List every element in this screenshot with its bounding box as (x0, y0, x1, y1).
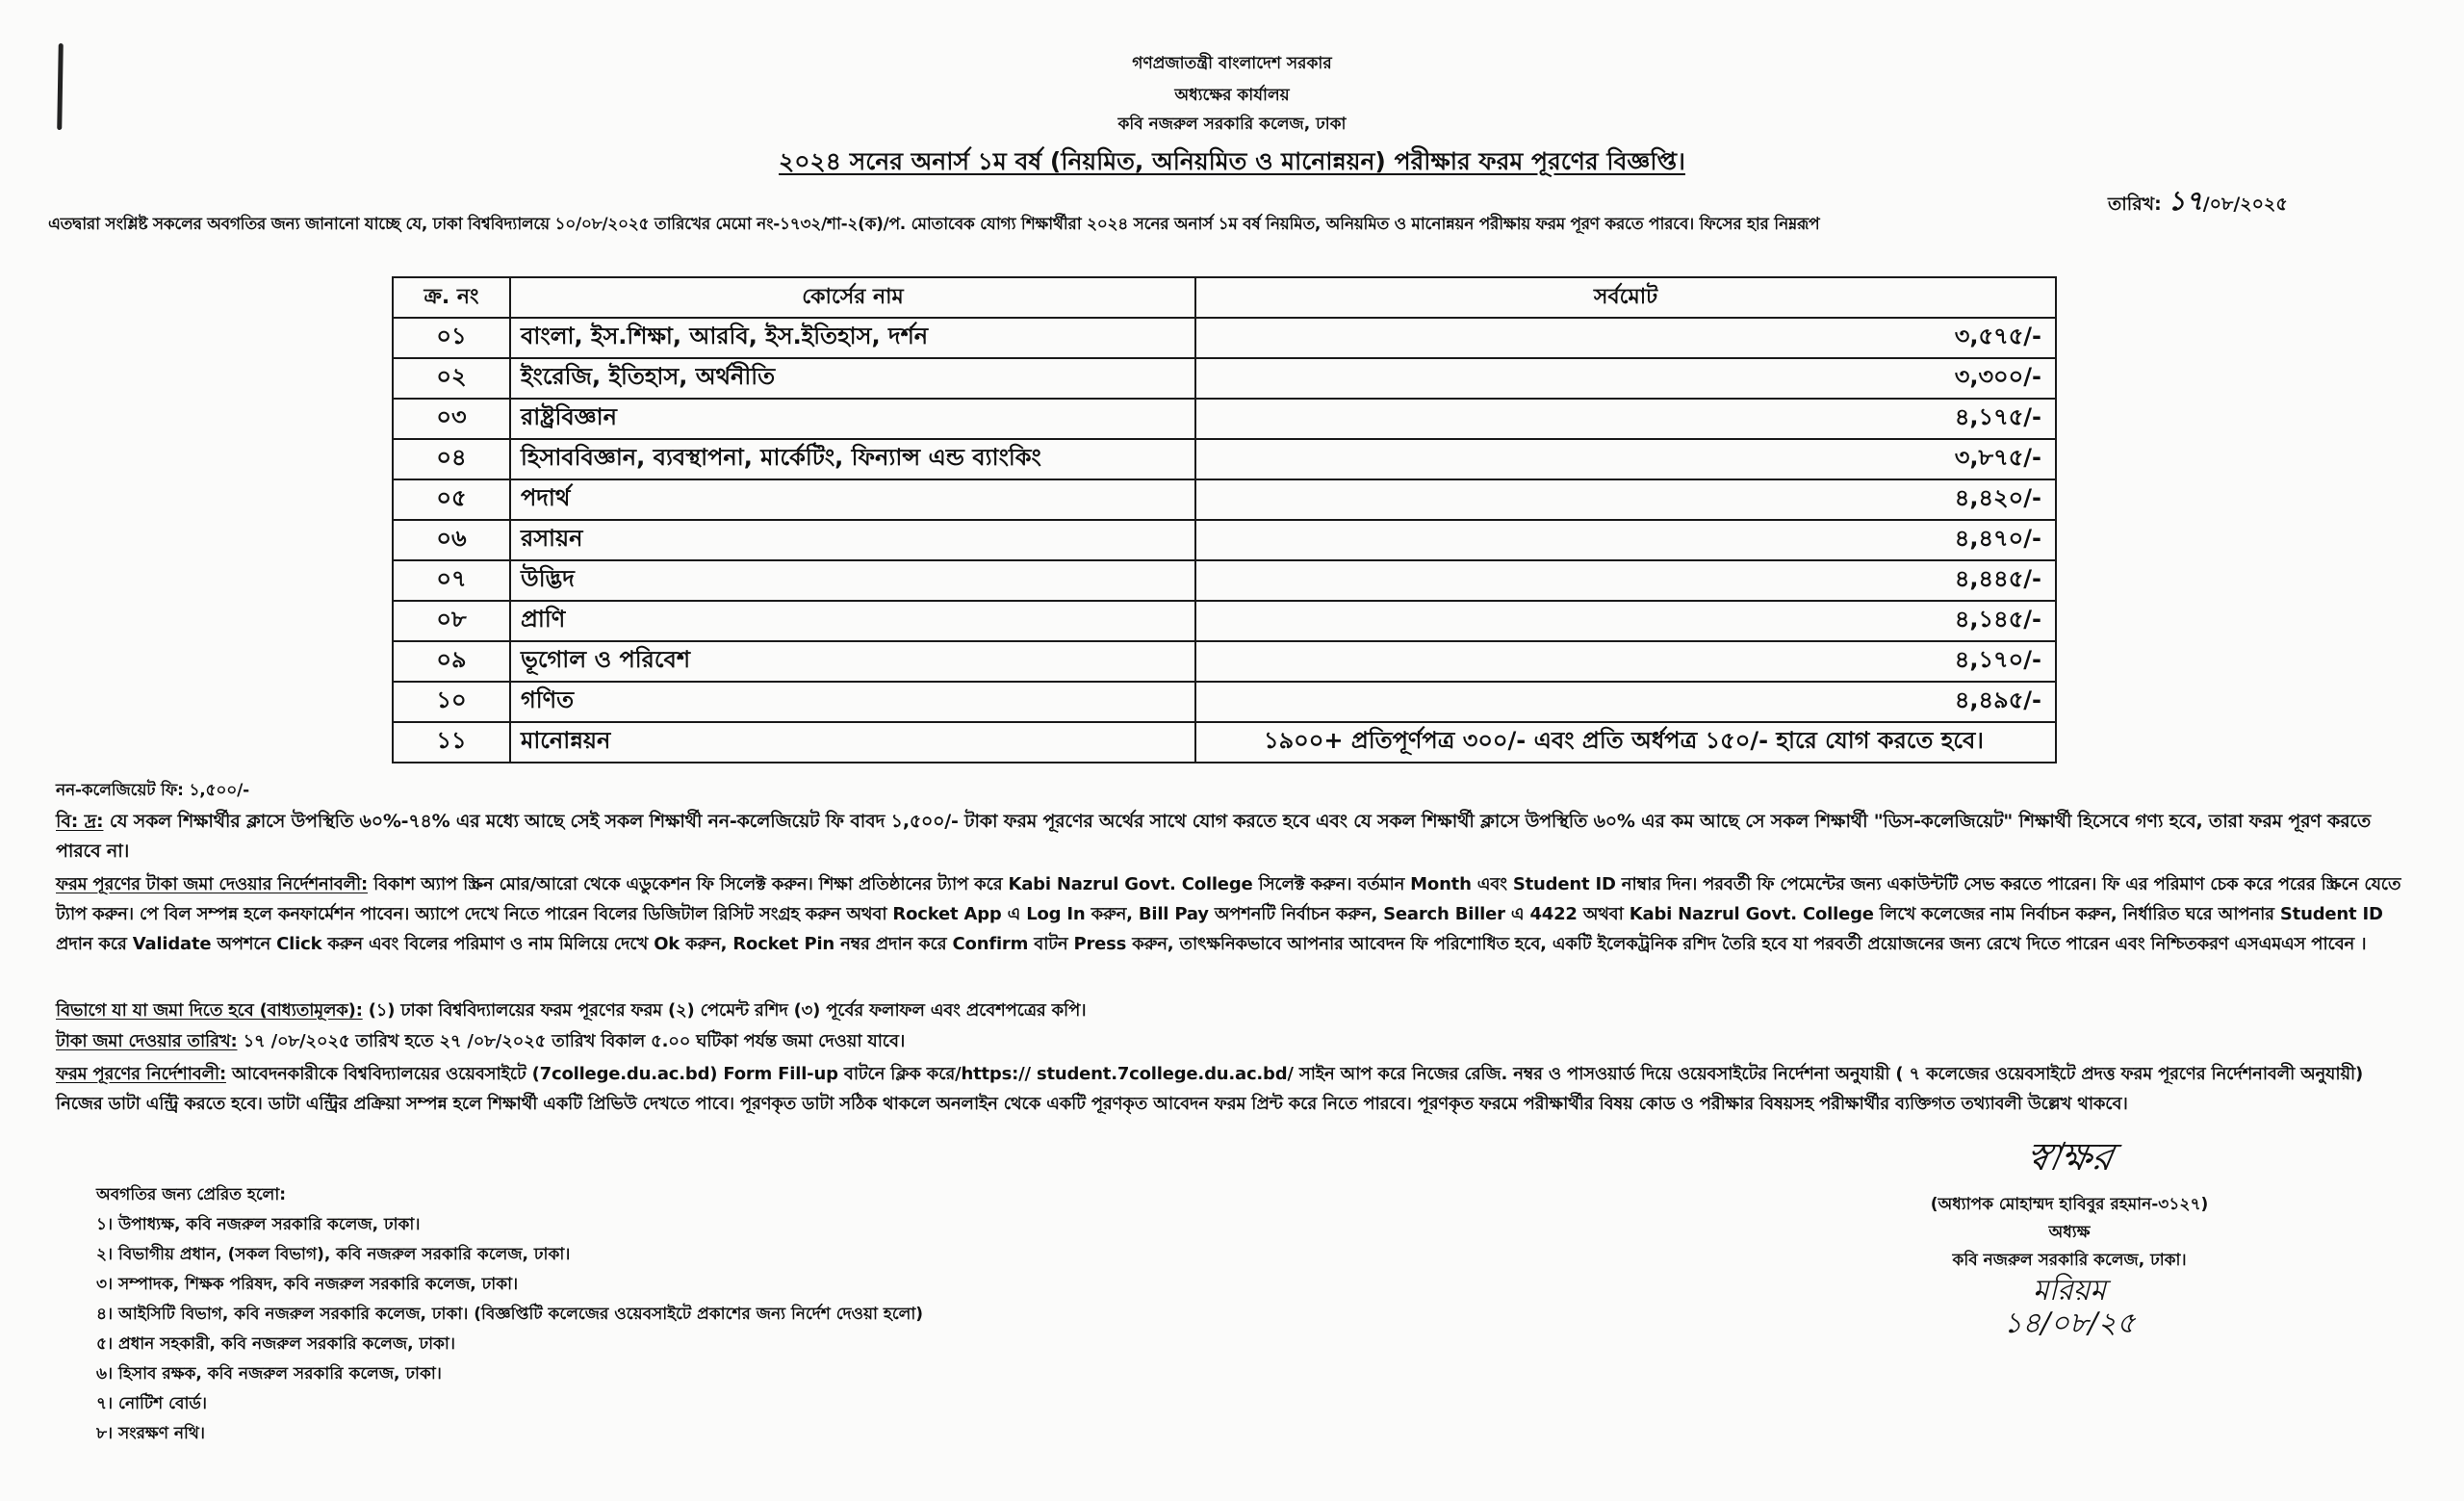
serial: ০৪ (393, 439, 510, 479)
principal-name: (অধ্যাপক মোহাম্মদ হাবিবুর রহমান-৩১২৭) (1930, 1195, 2209, 1214)
course-name: ভূগোল ও পরিবেশ (510, 641, 1195, 682)
cc-item: ৬। হিসাব রক্ষক, কবি নজরুল সরকারি কলেজ, ঢাকা। (96, 1364, 442, 1384)
table-row (393, 601, 2056, 641)
serial: ০৭ (393, 560, 510, 601)
table-row (393, 439, 2056, 479)
submission-text: (১) ঢাকা বিশ্ববিদ্যালয়ের ফরম পূরণের ফরম (২) পেমেন্ট রশিদ (৩) পূর্বের ফলাফল এবং প্রবেশপত্রের কপি। (362, 1000, 1087, 1021)
cc-item: ৮। সংরক্ষণ নথি। (96, 1424, 205, 1443)
total-fee: ৩,৮৭৫/- (1195, 439, 2056, 479)
col-course: কোর্সের নাম (510, 277, 1195, 318)
total-fee: ৪,৪৪৫/- (1195, 560, 2056, 601)
table-row (393, 682, 2056, 722)
total-fee: ৪,১৭৫/- (1195, 399, 2056, 439)
date-label: তারিখ: (2108, 194, 2162, 215)
submission-label: বিভাগে যা যা জমা দিতে হবে (বাধ্যতামূলক): (56, 1000, 363, 1021)
header-office: অধ্যক্ষের কার্যালয় (1174, 86, 1290, 105)
payment-text: বিকাশ অ্যাপ স্ক্রিন মোর/আরো থেকে এডুকেশন ফি সিলেক্ট করুন। শিক্ষা প্রতিষ্ঠানের ট্যাপ করে Kabi Nazrul Govt. College সিলেক্ট করুন। বর্তমান Month এবং Student ID নাম্বার দিন। পরবর্তী ফি পেমেন্টের জন্য একাউন্টটি সেভ করতে পারেন। ফি এর পরিমাণ চেক করে পরের স্ক্রিনে যেতে ট্যাপ করুন। পে বিল সম্পন্ন হলে কনফার্মেশন পাবেন। অ্যাপে দেখে নিতে পারেন বিলের ডিজিটাল রিসিট সংগ্রহ করুন অথবা Rocket App এ Log In করুন, Bill Pay অপশনটি নির্বাচন করুন, Search Biller এ 4422 অথবা Kabi Nazrul Govt. College লিখে কলেজের নাম নির্বাচন করুন, নির্ধারিত ঘরে আপনার Student ID প্রদান করে Validate অপশনে Click করুন এবং বিলের পরিমাণ ও নাম মিলিয়ে দেখে Ok করুন, Rocket Pin নম্বর প্রদান করে Confirm বাটন Press করুন, তাৎক্ষনিকভাবে আপনার আবেদন ফি পরিশোধিত হবে, একটি ইলেকট্রনিক রশিদ তৈরি হবে যা পরবর্তী প্রয়োজনের জন্য রেখে দিতে পারেন এবং নিশ্চিতকরণ এসএমএস পাবেন । (56, 874, 2401, 954)
serial: ১১ (393, 722, 510, 763)
cc-item: ৭। নোটিশ বোর্ড। (96, 1394, 208, 1413)
payment-instructions (56, 869, 2404, 959)
form-fill-instructions (56, 1059, 2404, 1119)
signature-block (1858, 1126, 2281, 1340)
serial: ০৬ (393, 520, 510, 560)
total-fee: ৪,৪৯৫/- (1195, 682, 2056, 722)
table-row (393, 641, 2056, 682)
deposit-date (56, 1026, 2404, 1056)
course-name: উদ্ভিদ (510, 560, 1195, 601)
course-name: রাষ্ট্রবিজ্ঞান (510, 399, 1195, 439)
note-label: বি: দ্র: (56, 811, 104, 832)
table-row (393, 399, 2056, 439)
cc-item: ৫। প্রধান সহকারী, কবি নজরুল সরকারি কলেজ, ঢাকা। (96, 1334, 455, 1354)
course-name: বাংলা, ইস.শিক্ষা, আরবি, ইস.ইতিহাস, দর্শন (510, 318, 1195, 358)
second-signature: মরিয়ম (2032, 1274, 2107, 1307)
principal-signature: স্বাক্ষর (2022, 1135, 2118, 1179)
table-row (393, 358, 2056, 399)
cc-item: ২। বিভাগীয় প্রধান, (সকল বিভাগ), কবি নজরুল সরকারি কলেজ, ঢাকা। (96, 1245, 571, 1264)
header-government: গণপ্রজাতন্ত্রী বাংলাদেশ সরকার (1132, 54, 1332, 73)
course-name: গণিত (510, 682, 1195, 722)
course-name: প্রাণি (510, 601, 1195, 641)
serial: ০৯ (393, 641, 510, 682)
total-fee: ১৯০০+ প্রতিপূর্ণপত্র ৩০০/- এবং প্রতি অর্ধপত্র ১৫০/- হারে যোগ করতে হবে। (1195, 722, 2056, 763)
col-total: সর্বমোট (1195, 277, 2056, 318)
fee-table (392, 276, 2057, 763)
deposit-date-text: ১৭ /০৮/২০২৫ তারিখ হতে ২৭ /০৮/২০২৫ তারিখ বিকাল ৫.০০ ঘটিকা পর্যন্ত জমা দেওয়া যাবে। (237, 1031, 906, 1051)
date-day-handwritten: ১৭ (2168, 185, 2203, 217)
total-fee: ৪,৪৭০/- (1195, 520, 2056, 560)
payment-label: ফরম পূরণের টাকা জমা দেওয়ার নির্দেশনাবলী: (56, 874, 368, 894)
serial: ০৮ (393, 601, 510, 641)
intro-paragraph: এতদ্বারা সংশ্লিষ্ট সকলের অবগতির জন্য জানানো যাচ্ছে যে, ঢাকা বিশ্ববিদ্যালয়ে ১০/০৮/২০২৫ তারিখের মেমো নং-১৭৩২/শা-২(ক)/প. মোতাবেক যোগ্য শিক্ষার্থীরা ২০২৪ সনের অনার্স ১ম বর্ষ নিয়মিত, অনিয়মিত ও মানোন্নয়ন পরীক্ষায় ফরম পূরণ করতে পারবে। ফিসের হার নিম্নরূপ (48, 215, 1820, 234)
course-name: পদার্থ (510, 479, 1195, 520)
principal-institution: কবি নজরুল সরকারি কলেজ, ঢাকা। (1952, 1251, 2187, 1270)
course-name: রসায়ন (510, 520, 1195, 560)
form-fill-label: ফরম পূরণের নির্দেশাবলী: (56, 1064, 226, 1084)
principal-designation: অধ্যক্ষ (2048, 1223, 2091, 1242)
total-fee: ৩,৫৭৫/- (1195, 318, 2056, 358)
table-row (393, 479, 2056, 520)
serial: ১০ (393, 682, 510, 722)
deposit-date-label: টাকা জমা দেওয়ার তারিখ: (56, 1031, 238, 1051)
total-fee: ৩,৩০০/- (1195, 358, 2056, 399)
table-row (393, 722, 2056, 763)
serial: ০৫ (393, 479, 510, 520)
serial: ০৩ (393, 399, 510, 439)
course-name: মানোন্নয়ন (510, 722, 1195, 763)
notice-title: ২০২৪ সনের অনার্স ১ম বর্ষ (নিয়মিত, অনিয়মিত ও মানোন্নয়ন) পরীক্ষার ফরম পূরণের বিজ্ঞপ্তি। (779, 147, 1685, 175)
cc-heading: অবগতির জন্য প্রেরিত হলো: (96, 1185, 287, 1204)
cc-item: ৪। আইসিটি বিভাগ, কবি নজরুল সরকারি কলেজ, ঢাকা। (বিজ্ঞপ্তিটি কলেজের ওয়েবসাইটে প্রকাশের জন্য নির্দেশ দেওয়া হলো) (96, 1305, 924, 1324)
form-fill-text: আবেদনকারীকে বিশ্ববিদ্যালয়ের ওয়েবসাইটে (7college.du.ac.bd) Form Fill-up বাটনে ক্লিক করে/https:// student.7college.du.ac.bd/ সাইন আপ করে নিজের রেজি. নম্বর ও পাসওয়ার্ড দিয়ে ওয়েবসাইটের নির্দেশনা অনুযায়ী ( ৭ কলেজের ওয়েবসাইটে প্রদত্ত ফরম পূরণের নির্দেশনাবলী অনুযায়ী) নিজের ডাটা এন্ট্রি করতে হবে। ডাটা এন্ট্রির প্রক্রিয়া সম্পন্ন হলে শিক্ষার্থী একটি প্রিভিউ দেখতে পাবে। পূরণকৃত ডাটা সঠিক থাকলে অনলাইন থেকে একটি পূরণকৃত আবেদন ফরম প্রিন্ট করে নিতে পারবে। পূরণকৃত ফরমে পরীক্ষার্থীর বিষয় কোড ও পরীক্ষার বিষয়সহ পরীক্ষার্থীর ব্যক্তিগত তথ্যাবলী উল্লেখ থাকবে। (56, 1064, 2364, 1114)
course-name: ইংরেজি, ইতিহাস, অর্থনীতি (510, 358, 1195, 399)
total-fee: ৪,১৪৫/- (1195, 601, 2056, 641)
total-fee: ৪,৪২০/- (1195, 479, 2056, 520)
cc-list (96, 1180, 923, 1449)
total-fee: ৪,১৭০/- (1195, 641, 2056, 682)
serial: ০২ (393, 358, 510, 399)
cc-item: ১। উপাধ্যক্ষ, কবি নজরুল সরকারি কলেজ, ঢাকা। (96, 1215, 421, 1234)
serial: ০১ (393, 318, 510, 358)
second-signature-date: ১৪/০৮/২৫ (2003, 1307, 2136, 1340)
cc-item: ৩। সম্পাদক, শিক্ষক পরিষদ, কবি নজরুল সরকারি কলেজ, ঢাকা। (96, 1275, 519, 1294)
note-text: যে সকল শিক্ষার্থীর ক্লাসে উপস্থিতি ৬০%-৭৪% এর মধ্যে আছে সেই সকল শিক্ষার্থী নন-কলেজিয়েট ফি বাবদ ১,৫০০/- টাকা ফরম পূরণের অর্থের সাথে যোগ করতে হবে এবং যে সকল শিক্ষার্থী ক্লাসে উপস্থিতি ৬০% এর কম আছে সে সকল শিক্ষার্থী "ডিস-কলেজিয়েট" শিক্ষার্থী হিসেবে গণ্য হবে, তারা ফরম পূরণ করতে পারবে না। (56, 811, 2372, 862)
header-college: কবি নজরুল সরকারি কলেজ, ঢাকা (1117, 115, 1347, 134)
non-collegiate-fee: নন-কলেজিয়েট ফি: ১,৫০০/- (56, 781, 249, 800)
col-serial: ক্র. নং (393, 277, 510, 318)
table-row (393, 318, 2056, 358)
table-row (393, 560, 2056, 601)
note-paragraph (56, 807, 2404, 867)
course-name: হিসাববিজ্ঞান, ব্যবস্থাপনা, মার্কেটিং, ফিন্যান্স এন্ড ব্যাংকিং (510, 439, 1195, 479)
table-row (393, 520, 2056, 560)
submission-requirements (56, 996, 2404, 1025)
date-rest: /০৮/২০২৫ (2202, 194, 2288, 215)
table-header-row (393, 277, 2056, 318)
